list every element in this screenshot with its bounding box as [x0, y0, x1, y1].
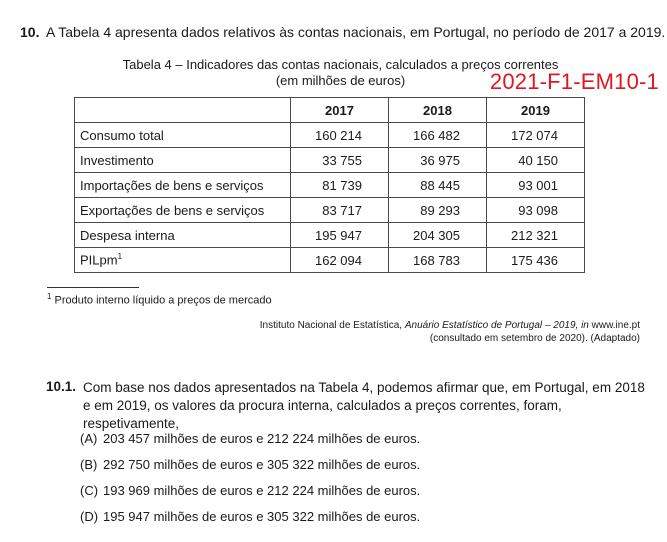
- footnote-divider: [47, 287, 139, 288]
- cell-value: 36 975: [389, 148, 487, 173]
- cell-value: 172 074: [487, 123, 585, 148]
- footnote-text: Produto interno líquido a preços de mercado: [54, 294, 272, 307]
- table-caption: Tabela 4 – Indicadores das contas nacionais, calculados a preços correntes: [122, 57, 559, 72]
- cell-value: 212 321: [487, 223, 585, 248]
- table-header-2019: 2019: [487, 98, 585, 123]
- row-label-text: PILpm: [80, 252, 118, 268]
- option-letter: (D): [80, 509, 99, 524]
- option-text: 195 947 milhões de euros e 305 322 milhões de euros.: [103, 509, 421, 524]
- cell-value: 33 755: [291, 148, 389, 173]
- cell-value: 93 098: [487, 198, 585, 223]
- table-header-row: [75, 98, 585, 123]
- table-row: [75, 123, 585, 148]
- cell-value: 88 445: [389, 173, 487, 198]
- question-text: A Tabela 4 apresenta dados relativos às contas nacionais, em Portugal, no período de 2017 a 2019.: [46, 24, 666, 40]
- subquestion-text: Com base nos dados apresentados na Tabela 4, podemos afirmar que, em Portugal, em 2018 e em 2019, os valores da procura interna, calculados a preços correntes, foram, respetivamente,: [83, 380, 645, 431]
- source-consulted: (consultado em setembro de 2020). (Adaptado): [429, 333, 640, 344]
- row-label: [75, 248, 291, 273]
- table-header-2018: 2018: [389, 98, 487, 123]
- row-label: Exportações de bens e serviços: [75, 198, 291, 223]
- option-c[interactable]: [80, 483, 420, 498]
- option-d[interactable]: [80, 509, 420, 524]
- cell-value: 166 482: [389, 123, 487, 148]
- table-unit-caption: (em milhões de euros): [275, 73, 406, 88]
- question-number: 10.: [20, 24, 40, 40]
- table-row: [75, 198, 585, 223]
- cell-value: 160 214: [291, 123, 389, 148]
- national-accounts-table: [74, 97, 585, 273]
- row-label: Despesa interna: [75, 223, 291, 248]
- cell-value: 81 739: [291, 173, 389, 198]
- option-text: 292 750 milhões de euros e 305 322 milhões de euros.: [103, 457, 421, 472]
- table-row: [75, 173, 585, 198]
- option-a[interactable]: [80, 431, 420, 446]
- cell-value: 175 436: [487, 248, 585, 273]
- table-header-2017: 2017: [291, 98, 389, 123]
- source-url: www.ine.pt: [588, 320, 640, 331]
- source-citation: [260, 320, 640, 331]
- table-row: [75, 223, 585, 248]
- option-text: 203 457 milhões de euros e 212 224 milhões de euros.: [103, 431, 421, 446]
- cell-value: 168 783: [389, 248, 487, 273]
- source-title: Anuário Estatístico de Portugal – 2019, in: [404, 320, 589, 331]
- table-header-empty: [75, 98, 291, 123]
- exam-code-stamp: 2021-F1-EM10-1: [489, 69, 659, 94]
- subquestion-number: 10.1.: [46, 379, 77, 394]
- cell-value: 162 094: [291, 248, 389, 273]
- row-label: Importações de bens e serviços: [75, 173, 291, 198]
- cell-value: 89 293: [389, 198, 487, 223]
- option-letter: (A): [80, 431, 98, 446]
- option-b[interactable]: [80, 457, 420, 472]
- footnote-number: 1: [47, 292, 52, 301]
- source-prefix: Instituto Nacional de Estatística,: [259, 320, 405, 331]
- table-row: [75, 248, 585, 273]
- option-letter: (C): [80, 483, 99, 498]
- cell-value: 93 001: [487, 173, 585, 198]
- cell-value: 195 947: [291, 223, 389, 248]
- cell-value: 204 305: [389, 223, 487, 248]
- cell-value: 83 717: [291, 198, 389, 223]
- row-label: Consumo total: [75, 123, 291, 148]
- footnote: [47, 292, 272, 307]
- cell-value: 40 150: [487, 148, 585, 173]
- footnote-mark: 1: [117, 252, 123, 262]
- option-text: 193 969 milhões de euros e 212 224 milhões de euros.: [103, 483, 421, 498]
- option-letter: (B): [80, 457, 98, 472]
- table-row: [75, 148, 585, 173]
- row-label: Investimento: [75, 148, 291, 173]
